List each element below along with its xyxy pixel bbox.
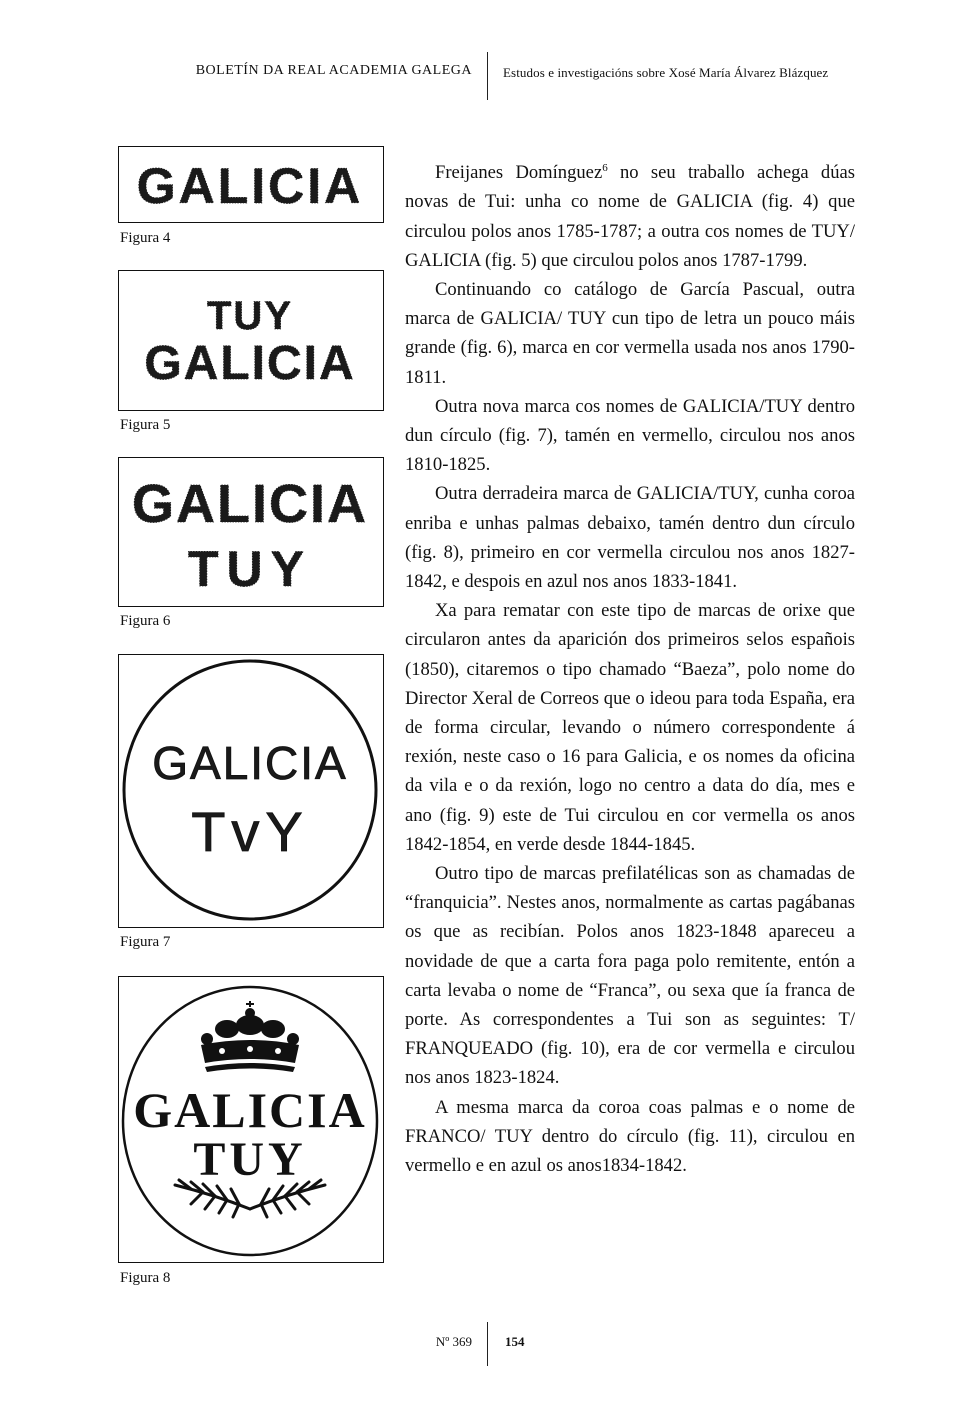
figure-4-caption: Figura 4 (120, 230, 171, 246)
figure-7-stamp (118, 654, 384, 928)
figure-7-caption: Figura 7 (120, 934, 171, 950)
footnote-marker: 6 (602, 162, 608, 174)
paragraph: Outra derradeira marca de GALICIA/TUY, cunha coroa enriba e unhas palmas debaixo, tamén dentro dun círculo (fig. 8), primeiro en cor vermella circulou nos anos 1827-1842, e despois en azul nos anos 1833-1841. (405, 483, 855, 593)
issue-number: Nº 369 (435, 1334, 472, 1349)
figure-5-stamp (118, 270, 384, 411)
figure-6-stamp-line-2: TUY (188, 541, 312, 597)
article-body (405, 154, 855, 1180)
figure-8-stamp-line-2: TUY (193, 1133, 307, 1186)
crown-icon (201, 1001, 299, 1072)
paragraph: Xa para rematar con este tipo de marcas de orixe que circularon antes da aparición dos primeiros selos españois (1850), citaremos o tipo chamado “Baeza”, polo nome do Director Xeral de Correos que o ideou para toda España, era de forma circular, levando o número correspondente á rexión, neste caso o 16 para Galicia, e os nomes da oficina da vila e o da rexión, logo no centro a data do día, mes e ano (fig. 9) este de Tui circulou en cor vermella os anos 1842-1854, en verde desde 1844-1845. (405, 600, 855, 855)
paragraph: A mesma marca da coroa coas palmas e o nome de FRANCO/ TUY dentro do círculo (fig. 11), circulou en vermello e en azul os anos1834-1842. (405, 1096, 855, 1177)
figure-6-caption: Figura 6 (120, 613, 171, 629)
footer-divider (487, 1322, 488, 1366)
figure-5-caption: Figura 5 (120, 417, 171, 433)
paragraph: Outra nova marca cos nomes de GALICIA/TUY dentro dun círculo (fig. 7), tamén en vermello, circulou nos anos 1810-1825. (405, 395, 855, 476)
figure-6-stamp (118, 457, 384, 607)
figure-6-stamp-line-1: GALICIA (132, 474, 368, 534)
figure-8-stamp (118, 976, 384, 1263)
paragraph: Continuando co catálogo de García Pascual, outra marca de GALICIA/ TUY cun tipo de letra un pouco máis grande (fig. 6), marca en cor vermella usada nos anos 1790-1811. (405, 279, 855, 388)
figure-7-stamp-line-2: TvY (191, 800, 309, 863)
paragraph: Freijanes Domínguez$^6$ no seu traballo achega dúas novas de Tui: unha co nome de GALICIA (fig. 4) que circulou polos anos 1785-1787; a outra cos nomes de TUY/ GALICIA (fig. 5) que circulou polos anos 1787-1799. (405, 162, 855, 271)
figure-5-stamp-line-1: TUY (207, 294, 293, 338)
page-number: 154 (505, 1334, 525, 1349)
figure-4-stamp (118, 146, 384, 223)
journal-title: BOLETÍN DA REAL ACADEMIA GALEGA (195, 63, 472, 78)
figure-8-stamp-line-1: GALICIA (133, 1082, 367, 1138)
header-divider (487, 52, 488, 100)
figure-7-stamp-line-1: GALICIA (152, 737, 348, 789)
figure-8-caption: Figura 8 (120, 1270, 171, 1286)
figure-4-stamp-line-1: GALICIA (136, 158, 364, 214)
paragraph: Outro tipo de marcas prefilatélicas son as chamadas de “franquicia”. Nestes anos, normalmente as cartas pagábanas os que as recibían. Polos anos 1823-1848 apareceu a novidade de que a carta fora paga polo remitente, entón a carta levaba o nome de “Franca”, ou sexa que ía franca de porte. As correspondentes a Tui son as seguintes: T/ FRANQUEADO (fig. 10), era de cor vermella e circulou nos anos 1823-1824. (405, 863, 855, 1089)
section-title: Estudos e investigacións sobre Xosé María Álvarez Blázquez (503, 65, 829, 80)
figure-5-stamp-line-2: GALICIA (144, 337, 356, 390)
figure-7-circle (124, 661, 376, 919)
